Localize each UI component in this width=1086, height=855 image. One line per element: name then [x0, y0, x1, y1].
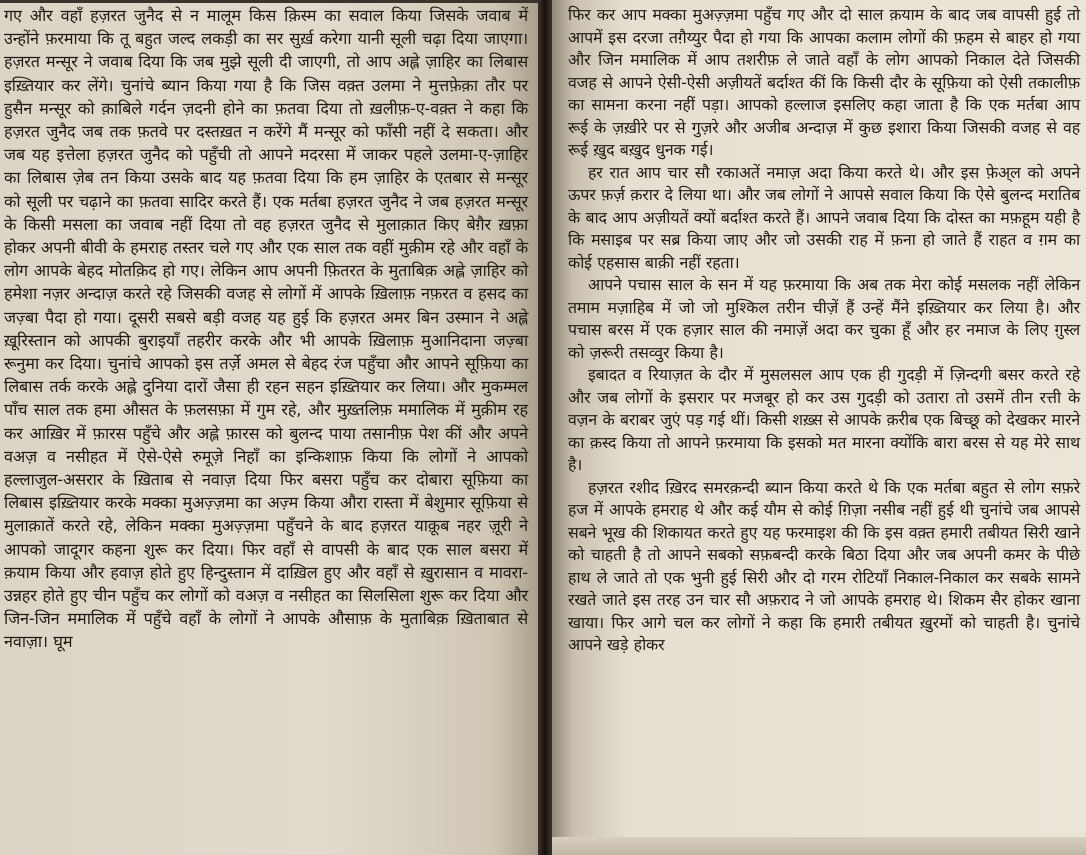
right-paragraph-5: हज़रत रशीद ख़िरद समरक़न्दी ब्यान किया करते थे कि एक मर्तबा बहुत से लोग सफ़रे हज में आपके हमराह थे और कई यौम से कोई ग़िज़ा नसीब नहीं हुई थी चुनांचे जब आपसे सबने भूख की शिकायत करते हुए यह फरमाइश की कि इस वक़्त हमारी तबीयत सिरी खाने को चाहती है तो आपने सबको सफ़बन्दी करके बिठा दिया और जब अपनी कमर के पीछे हाथ ले जाते तो एक भुनी हुई सिरी और दो गरम रोटियाँ निकाल-निकाल कर सबके सामने रखते जाते इस तरह उन चार सौ अफ़राद ने जो आपके हमराह थे। शिकम सैर होकर खाना खाया। फिर आगे चल कर लोगों ने कहा कि हमारी तबीयत ख़ुरमों को चाहती है। चुनांचे आपने खड़े होकर: [568, 477, 1080, 654]
right-paragraph-4: इबादत व रियाज़त के दौर में मुसलसल आप एक ही गुदड़ी में ज़िन्दगी बसर करते रहे और जब लोगों के इसरार पर मजबूर हो कर उस गुदड़ी को उतारा तो उसमें तीन रत्ती के वज़न के बराबर जुएं पड़ गई थीं। किसी शख़्स से आपके क़रीब एक बिच्छू को देखकर मारने का क़स्द किया तो आपने फ़रमाया कि इसको मत मारना क्योंकि बारा बरस से यह मेरे साथ है।: [568, 365, 1080, 474]
right-paragraph-2: हर रात आप चार सौ रकाअतें नमाज़ अदा किया करते थे। और इस फ़ेअ्ल को अपने ऊपर फ़र्ज़ क़रार दे लिया था। और जब लोगों ने आपसे सवाल किया कि ऐसे बुलन्द मरातिब के बाद आप अज़ीयतें क्यों बर्दाश्त करते हैं। आपने जवाब दिया कि दोस्त का मफ़हूम यही है कि मसाइब पर सब्र किया जाए और जो उसकी राह में फ़ना हो जाते हैं राहत व ग़म का कोई एहसास बाक़ी नहीं रहता।: [568, 162, 1080, 272]
left-page: [0, 0, 538, 855]
left-page-paragraph: गए और वहाँ हज़रत जुनैद से न मालूम किस क़िस्म का सवाल किया जिसके जवाब में उन्होंने फ़रमाया कि तू बहुत जल्द लकड़ी का सर सुर्ख़ करेगा यानी सूली चढ़ा दिया जाएगा। हज़रत मन्सूर ने जवाब दिया कि जब मुझे सूली दी जाएगी, तो आप अह्ले ज़ाहिर का लिबास इख़्तियार कर लेंगे। चुनांचे ब्यान किया गया है कि जिस वक़्त उलमा ने मुत्तफ़ेक़ा तौर पर हुसैन मन्सूर को क़ाबिले गर्दन ज़दनी होने का फ़तवा दिया तो ख़लीफ़-ए-वक़्त ने कहा कि हज़रत जुनैद जब तक फ़तवे पर दस्तख़त न करेंगे मैं मन्सूर को फाँसी नहीं दे सकता। और जब यह इत्तेला हज़रत जुनैद को पहुँची तो आपने मदरसा में जाकर पहले उलमा-ए-ज़ाहिर का लिबास ज़ेब तन किया उसके बाद यह फ़तवा दिया कि हम ज़ाहिर के एतबार से मन्सूर को सूली पर चढ़ाने का फ़तवा सादिर करते हैं। एक मर्तबा हज़रत जुनैद ने जब हज़रत मन्सूर के किसी मसला का जवाब नहीं दिया तो वह हज़रत जुनैद से मुलाक़ात किए बेग़ैर ख़फ़ा होकर अपनी बीवी के हमराह तस्तर चले गए और एक साल तक वहीं मुक़ीम रहे और वहाँ के लोग आपके बेहद मोतक़िद हो गए। लेकिन आप अपनी फ़ितरत के मुताबिक़ अह्ले ज़ाहिर को हमेशा नज़र अन्दाज़ करते रहे जिसकी वजह से लोगों में आपके ख़िलाफ़ नफ़रत व हसद का जज़्बा पैदा हो गया। दूसरी सबसे बड़ी वजह यह हुई कि हज़रत अमर बिन उस्मान ने अह्ले ख़ूरिस्तान को आपकी बुराइयाँ तहरीर करके और भी आपके ख़िलाफ़ मुआनिदाना जज़्बा रूनुमा कर दिया। चुनांचे आपको इस तर्ज़े अमल से बेहद रंज पहुँचा और आपने सूफ़िया का लिबास तर्क करके अह्ले दुनिया दारों जैसा ही रहन सहन इख़्तियार कर लिया। और मुकम्मल पाँच साल तक हमा औसत के फ़लसफ़ा में गुम रहे, और मुख़्तलिफ़ ममालिक में मुक़ीम रह कर आख़िर में फ़ारस पहुँचे और अह्ले फ़ारस को बुलन्द पाया तसानीफ़ पेश कीं और अपने वअज़ व नसीहत में ऐसे-ऐसे रुमूज़े निहाँ का इन्किशाफ़ किया कि लोगों ने आपको हल्लाजुल-असरार के ख़िताब से नवाज़ दिया फिर बसरा पहुँच कर दोबारा सूफ़िया का लिबास इख़्तियार करके मक्का मुअज़्ज़मा का अज़्म किया औरा रास्ता में बेशुमार सूफ़िया से मुलाक़ातें करते रहे, लेकिन मक्का मुअज़्ज़मा पहुँचने के बाद हज़रत याक़ूब नहर ज़ूरी ने आपको जादूगर कहना शुरू कर दिया। फिर वहाँ से वापसी के बाद एक साल बसरा में क़याम किया और हवाज़ होते हुए हिन्दुस्तान में दाख़िल हुए और वहाँ से ख़ुरासान व मावरा-उन्नहर होते हुए चीन पहुँच कर लोगों को वअज़ व नसीहत का सिलसिला शुरू कर दिया और जिन-जिन ममालिक में पहुँचे वहाँ के लोगों ने आपके औसाफ़ के मुताबिक़ ख़िताबात से नवाज़ा। घूम: [4, 6, 529, 652]
book-gutter: [538, 0, 552, 855]
page-bottom-edge: [552, 837, 1086, 855]
right-page: [552, 0, 1086, 855]
right-paragraph-1: फिर कर आप मक्का मुअज़्ज़मा पहुँच गए और दो साल क़याम के बाद जब वापसी हुई तो आपमें इस दरजा तग़ैय्युर पैदा हो गया कि आपका कलाम लोगों की फ़हम से बाहर हो गया और जिन ममालिक में आप तशरीफ़ ले जाते वहाँ के लोग आपको निकाल देते जिसकी वजह से आपने ऐसी-ऐसी अज़ीयतें बर्दाश्त कीं कि किसी दौर के सूफ़िया को ऐसी तकालीफ़ का सामना करना नहीं पड़ा। आपको हल्लाज इसलिए कहा जाता है कि एक मर्तबा आप रूई के ज़ख़ीरे पर से गुज़रे और अजीब अन्दाज़ में कुछ इशारा किया जिसकी वजह से वह रूई ख़ुद बख़ुद धुनक गई।: [568, 5, 1080, 159]
right-paragraph-3: आपने पचास साल के सन में यह फ़रमाया कि अब तक मेरा कोई मसलक नहीं लेकिन तमाम मज़ाहिब में जो जो मुश्किल तरीन चीज़ें हैं उन्हें मैंने इख़्तियार कर लिया है। और पचास बरस में एक हज़ार साल की नमाज़ें अदा कर चुका हूँ और हर नमाज के लिए ग़ुस्ल को ज़रूरी तसव्वुर किया है।: [568, 275, 1080, 362]
top-rule: [0, 0, 538, 3]
